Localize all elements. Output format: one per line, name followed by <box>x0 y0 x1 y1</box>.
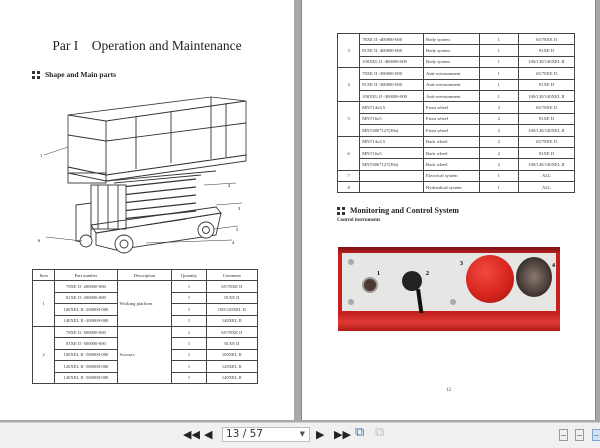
figure-label-6: 6 <box>38 238 41 243</box>
figure-label-2: 2 <box>228 183 231 188</box>
rotate-page-icon[interactable]: ⧉ <box>355 425 365 440</box>
table-row: MNT406*127(38a) Front wheel 2 100/120/140XEL II <box>338 125 575 136</box>
toggle-switch <box>362 277 378 293</box>
table-row: 100XEL II -500000-000 1 100XEL II <box>33 349 258 360</box>
panel-label-2: 2 <box>426 271 429 277</box>
header-quantity: Quantity <box>172 270 206 281</box>
figure-label-4: 4 <box>232 240 235 245</box>
figure-label-1: 1 <box>40 153 43 158</box>
table-row: MNT16x5 Back wheel 2 81XE II <box>338 147 575 158</box>
fit-page-icon[interactable]: ⧉ <box>375 425 385 440</box>
table-row: MNT16x5 Front wheel 2 81XE II <box>338 113 575 124</box>
table-row: 4 78XE II -300000-000 Anti-overturnment 1 65/78XE II <box>338 68 575 79</box>
table-row: 100XEL II -200000-000 1 100/120XEL II <box>33 304 258 315</box>
header-comment: Comment <box>206 270 257 281</box>
emergency-stop-button <box>466 255 514 303</box>
page-number: 12 <box>446 388 451 393</box>
viewer-toolbar <box>0 422 600 448</box>
section-heading-text: Monitoring and Control System <box>350 206 459 215</box>
table-header-row <box>33 270 258 281</box>
table-row: 81XE II -500000-000 1 81XE II <box>33 338 258 349</box>
previous-page-button[interactable]: ◀ <box>204 428 213 441</box>
table-row: 140XEL II -200000-000 1 140XEL II <box>33 315 258 326</box>
table-row: 120XEL II -500000-000 1 120XEL II <box>33 361 258 372</box>
table-row: 81XE II -200000-000 1 81XE II <box>33 292 258 303</box>
first-page-button[interactable]: ◀◀ <box>183 428 200 441</box>
table-row: 8 Hydraulical system 1 ALL <box>338 182 575 193</box>
screw-icon <box>450 299 456 305</box>
continuous-view-icon[interactable] <box>575 429 584 441</box>
parts-table-left <box>32 269 258 384</box>
parts-table-right <box>337 33 575 193</box>
table-row: 81XE II -300000-000 Anti-overturnment 1 81XE II <box>338 79 575 90</box>
table-row: 140XEL II -500000-000 1 140XEL II <box>33 372 258 383</box>
subheading-control-instruments: Control instruments <box>337 218 381 223</box>
section-heading-monitoring <box>337 206 459 215</box>
page-title: Par I Operation and Maintenance <box>52 38 242 53</box>
section-bullet-icon <box>337 207 345 215</box>
screw-icon <box>348 299 354 305</box>
left-page <box>0 0 294 420</box>
page-number-input[interactable] <box>222 427 310 442</box>
panel-label-4: 4 <box>552 263 555 269</box>
table-row: 3 78XE II -400000-000 Body system 1 65/78XE II <box>338 34 575 45</box>
table-row: 6 MNT14x4.5 Back wheel 2 65/78XE II <box>338 136 575 147</box>
panel-label-1: 1 <box>377 271 380 277</box>
two-page-view-icon[interactable] <box>592 429 600 441</box>
figure-label-5: 5 <box>236 227 239 232</box>
right-page <box>301 0 596 420</box>
table-row: 1 78XE II -200000-000 Working platform 1 65/78XE II <box>33 281 258 292</box>
next-page-button[interactable]: ▶ <box>316 428 325 441</box>
hour-meter <box>516 257 552 297</box>
header-item: Item <box>33 270 55 281</box>
table-row: 5 MNT14x4.5 Front wheel 2 65/78XE II <box>338 102 575 113</box>
section-heading-text: Shape and Main parts <box>45 70 117 79</box>
table-row: 2 78XE II -500000-000 Scissors 1 65/78XE II <box>33 326 258 337</box>
table-row: MNT406*127(38a) Back wheel 2 100/120/140XEL II <box>338 159 575 170</box>
header-part-number: Part number <box>55 270 117 281</box>
table-row: 7 Electrical system 1 ALL <box>338 170 575 181</box>
scissor-lift-diagram <box>36 95 256 255</box>
table-row: 81XE II -400000-000 Body system 1 81XE II <box>338 45 575 56</box>
page-dropdown-icon[interactable]: ▼ <box>299 430 305 438</box>
last-page-button[interactable]: ▶▶ <box>334 428 351 441</box>
figure-label-3: 3 <box>238 206 241 211</box>
page-number-value: 13 / 57 <box>226 428 263 440</box>
section-bullet-icon <box>32 71 40 79</box>
header-description: Description <box>117 270 172 281</box>
table-row: 100XEL II -400000-000 Body system 1 100/120/140XEL II <box>338 56 575 67</box>
table-row: 100XEL II -300000-000 Anti-overturnment 1 100/120/140XEL II <box>338 90 575 101</box>
panel-label-3: 3 <box>460 261 463 267</box>
screw-icon <box>348 259 354 265</box>
panel-face <box>342 253 556 311</box>
control-panel-photo <box>338 247 560 331</box>
section-heading-shape <box>32 70 116 79</box>
single-page-view-icon[interactable] <box>559 429 568 441</box>
